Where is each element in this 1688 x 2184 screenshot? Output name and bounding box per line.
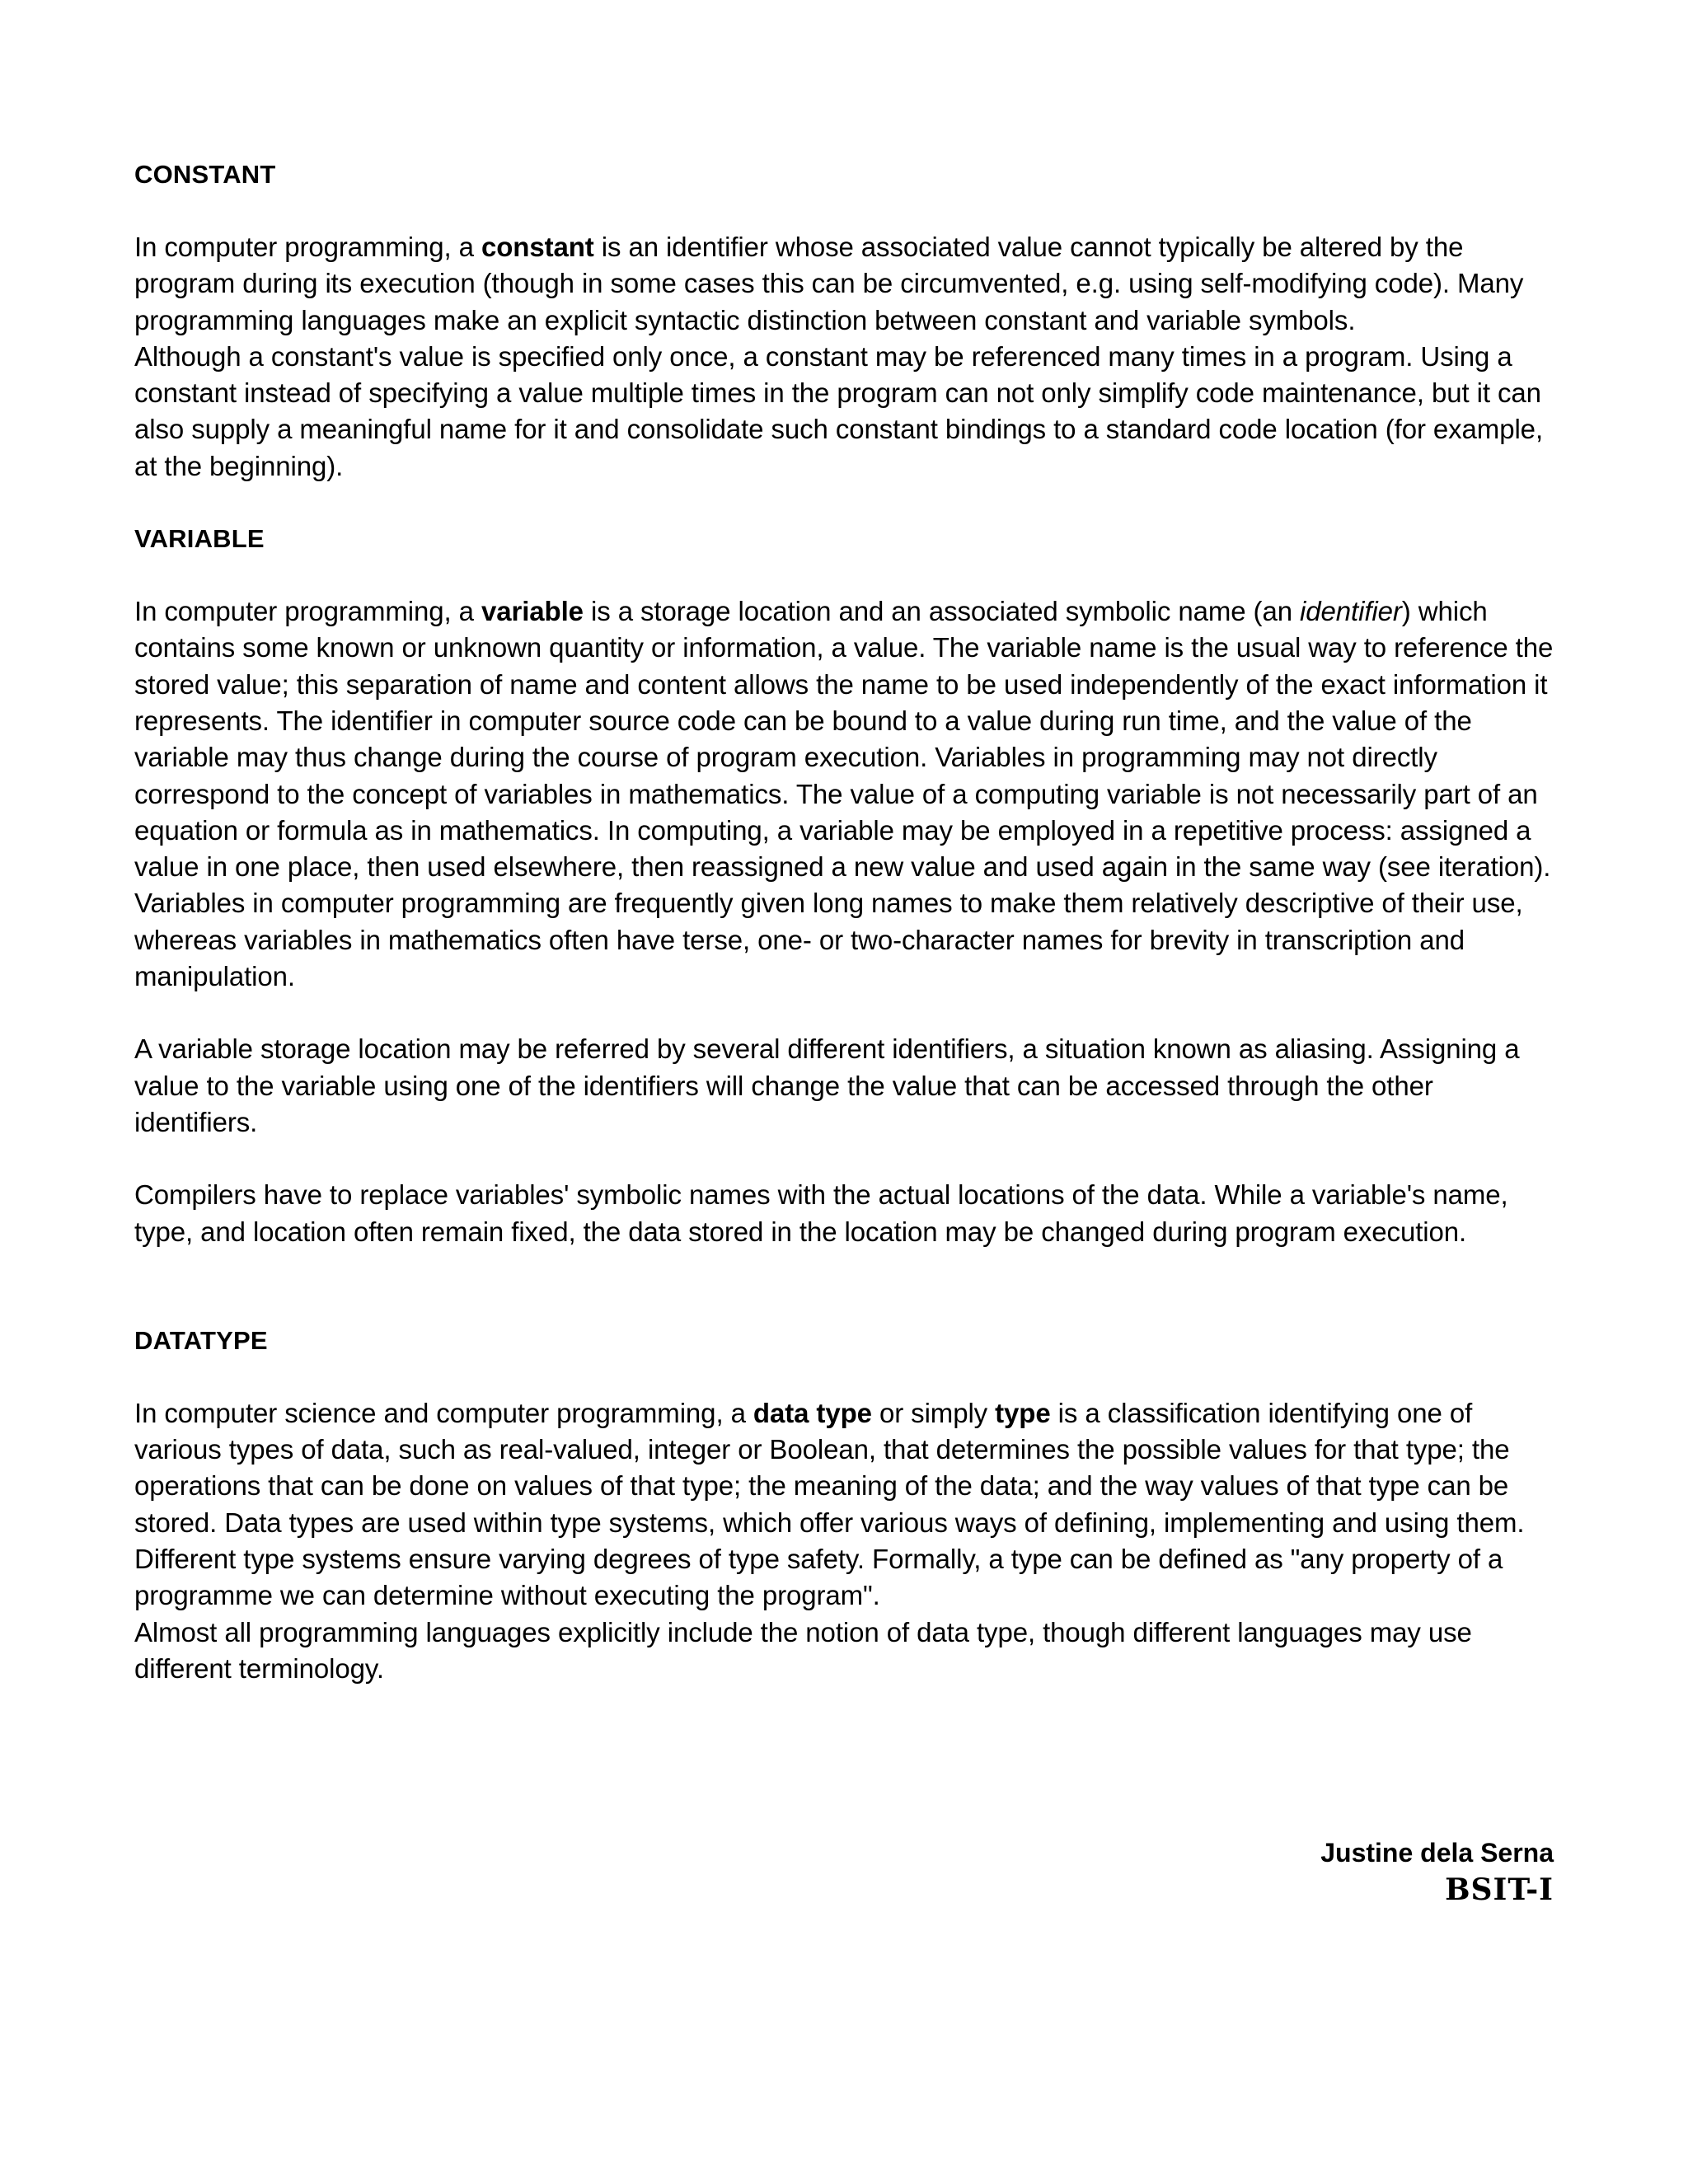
- document-body: [134, 157, 1554, 1687]
- datatype-paragraph-1: In computer science and computer programming, a data type or simply type is a classification identifying one of various types of data, such as real-valued, integer or Boolean, that determines the possible values for that type; the operations that can be done on values of that type; the meaning of the data; and the way values of that type can be stored. Data types are used within type systems, which offer various ways of defining, implementing and using them. Different type systems ensure varying degrees of type safety. Formally, a type can be defined as "any property of a programme we can determine without executing the program".: [134, 1397, 1525, 1611]
- identifier-term: identifier: [1300, 596, 1402, 627]
- author-course: BSIT-I: [1445, 1872, 1554, 1907]
- variable-paragraph-2: A variable storage location may be referred by several different identifiers, a situation known as aliasing. Assigning a value to the variable using one of the identifiers will change the value that can be accessed through the other identifiers.: [134, 1033, 1520, 1137]
- author-signature: [1320, 1835, 1554, 1909]
- section-heading-variable: VARIABLE: [134, 524, 265, 554]
- section-heading-datatype: DATATYPE: [134, 1325, 268, 1355]
- data-type-term: data type: [753, 1397, 872, 1428]
- constant-paragraph-1: In computer programming, a constant is an identifier whose associated value cannot typically be altered by the program during its execution (though in some cases this can be circumvented, e.g. using self-modifying code). Many programming languages make an explicit syntactic distinction between constant and variable symbols.: [134, 232, 1524, 335]
- constant-paragraph-2: Although a constant's value is specified only once, a constant may be referenced many times in a program. Using a constant instead of specifying a value multiple times in the program can not only simplify code maintenance, but it can also supply a meaningful name for it and consolidate such constant bindings to a standard code location (for example, at the beginning).: [134, 340, 1544, 481]
- variable-paragraph-3: Compilers have to replace variables' symbolic names with the actual locations of the data. While a variable's name, type, and location often remain fixed, the data stored in the location may be changed during program execution.: [134, 1179, 1508, 1247]
- variable-paragraph-1: In computer programming, a variable is a storage location and an associated symbolic name (an identifier) which contains some known or unknown quantity or information, a value. The variable name is the usual way to reference the stored value; this separation of name and content allows the name to be used independently of the exact information it represents. The identifier in computer source code can be bound to a value during run time, and the value of the variable may thus change during the course of program execution. Variables in programming may not directly correspond to the concept of variables in mathematics. The value of a computing variable is not necessarily part of an equation or formula as in mathematics. In computing, a variable may be employed in a repetitive process: assigned a value in one place, then used elsewhere, then reassigned a new value and used again in the same way (see iteration). Variables in computer programming are frequently given long names to make them relatively descriptive of their use, whereas variables in mathematics often have terse, one- or two-character names for brevity in transcription and manipulation.: [134, 596, 1554, 992]
- datatype-paragraph-2: Almost all programming languages explicitly include the notion of data type, though different languages may use different terminology.: [134, 1616, 1472, 1684]
- variable-term: variable: [481, 596, 584, 627]
- constant-term: constant: [481, 232, 594, 262]
- section-heading-constant: CONSTANT: [134, 160, 276, 189]
- type-term: type: [995, 1397, 1051, 1428]
- author-name: Justine dela Serna: [1320, 1838, 1554, 1868]
